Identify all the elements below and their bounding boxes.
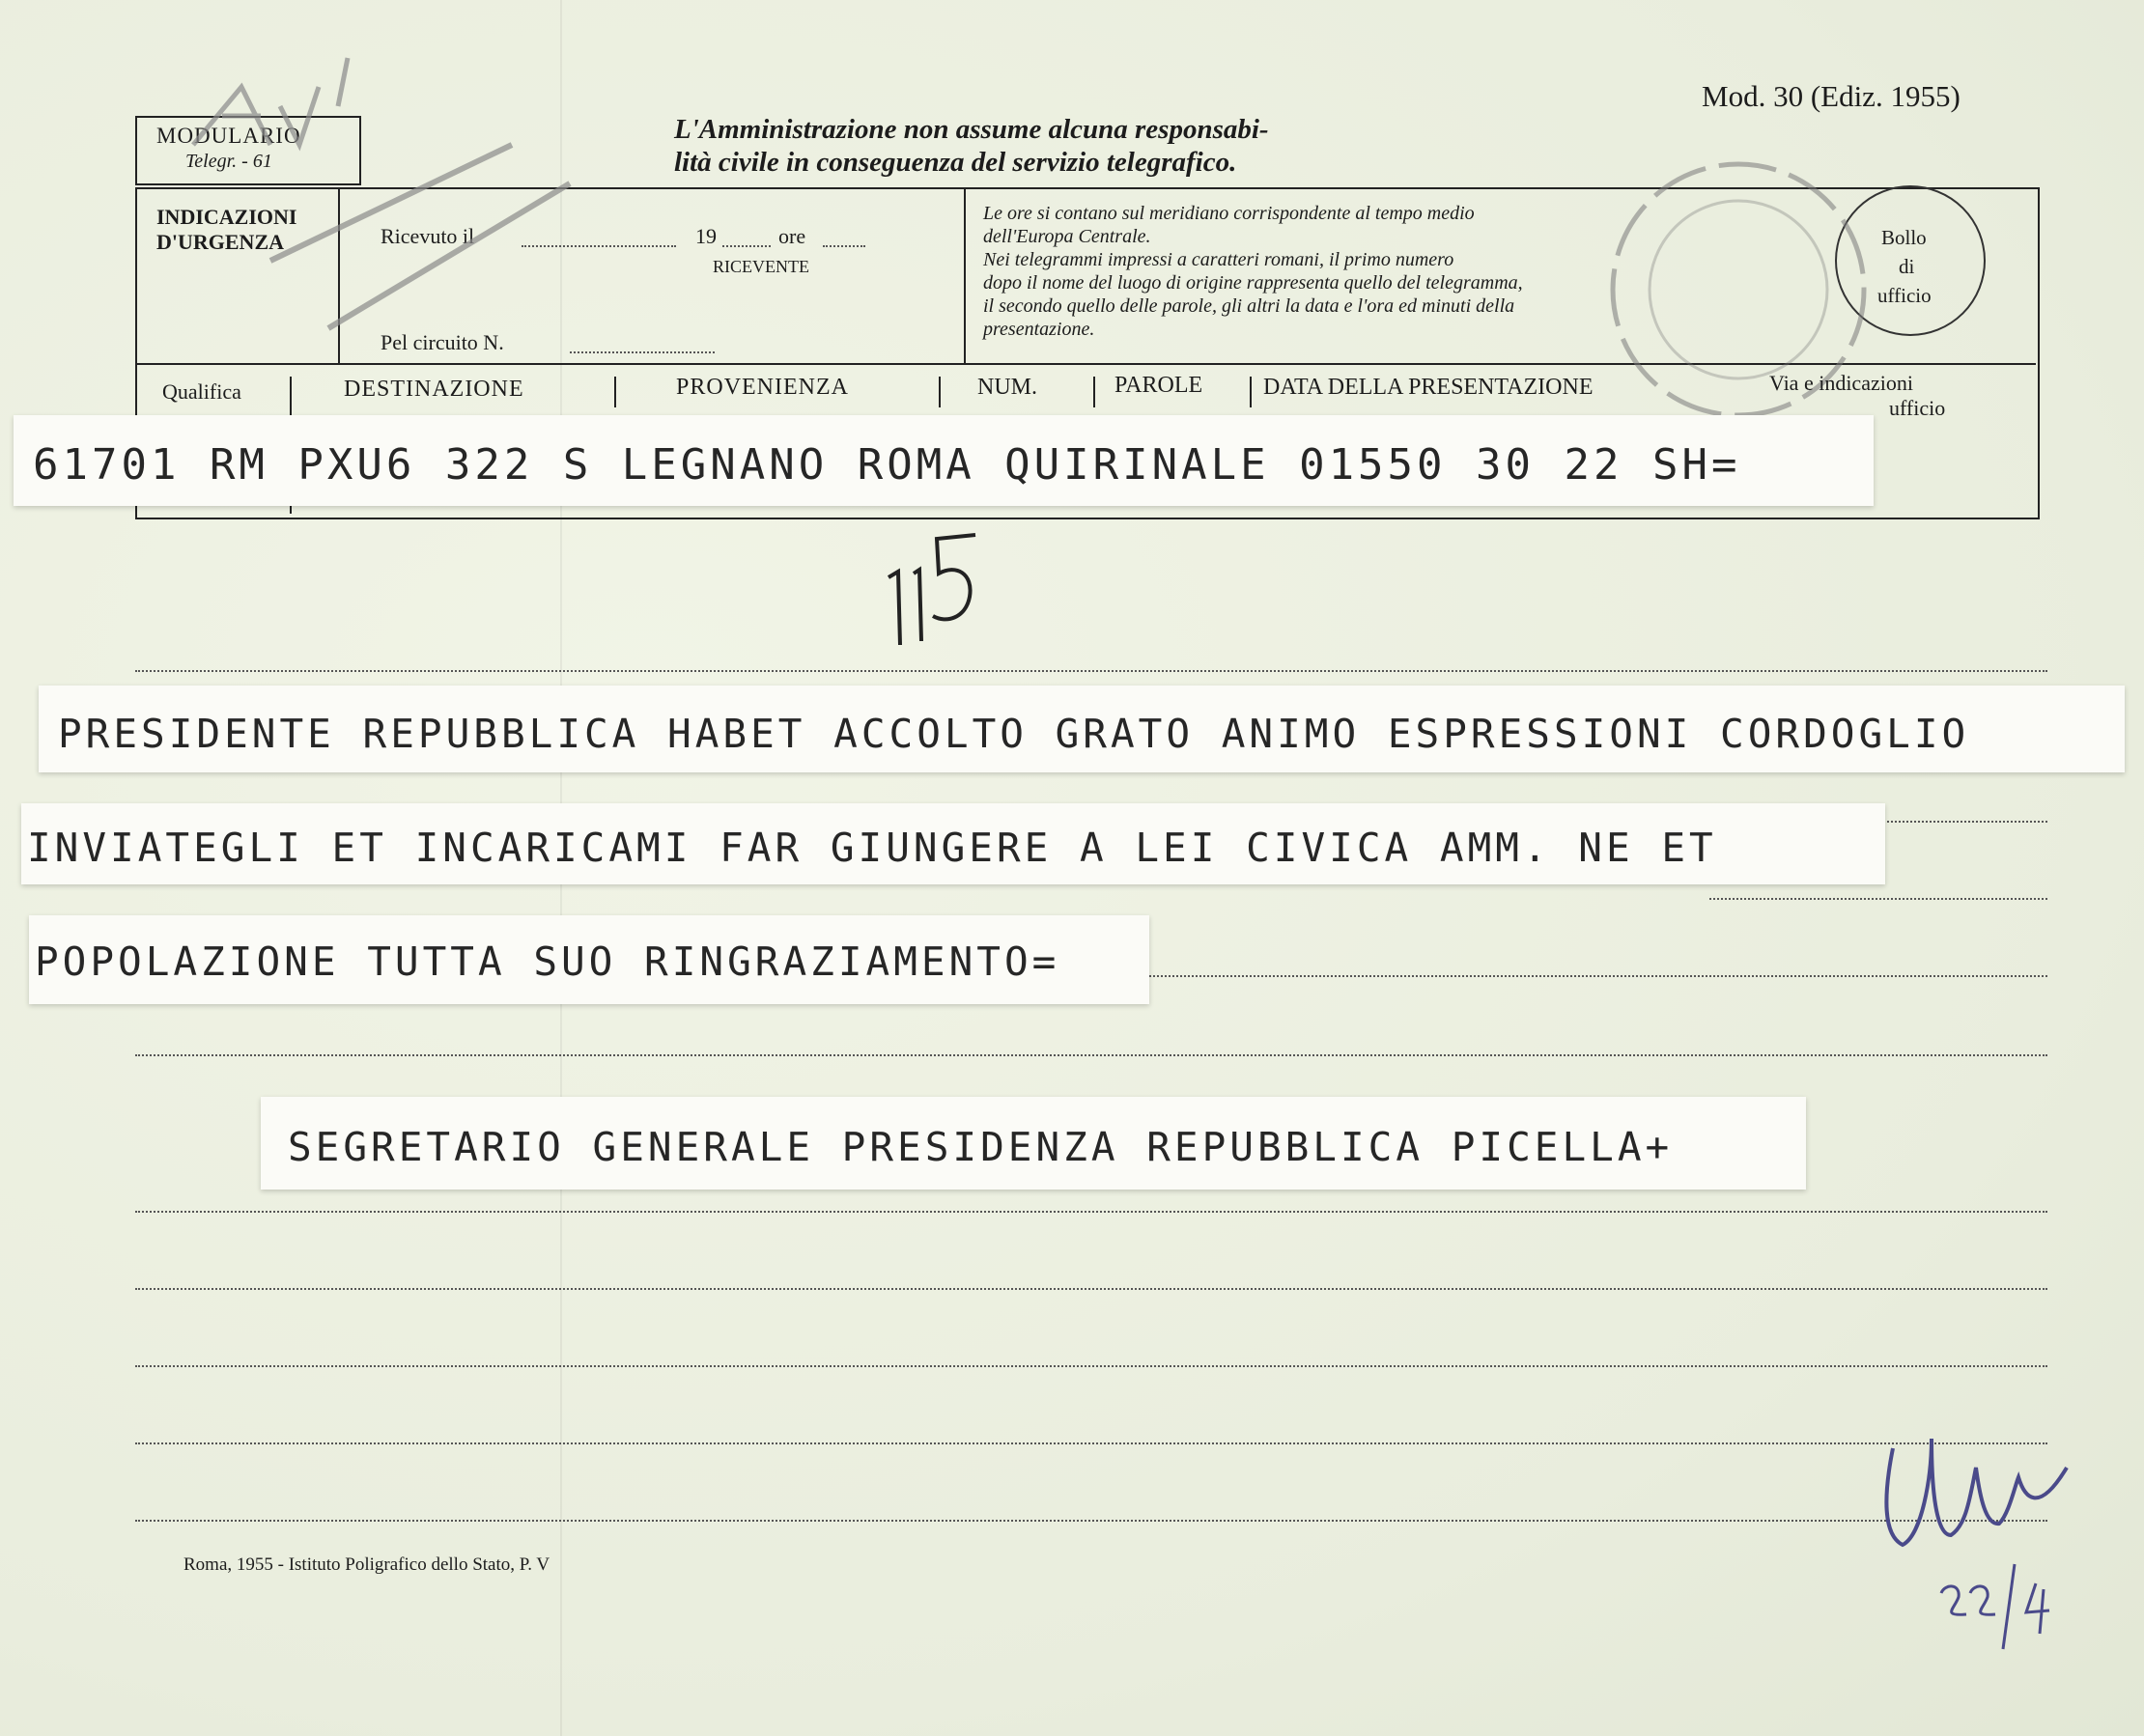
mod-label: Mod. 30 (Ediz. 1955) bbox=[1702, 79, 1961, 113]
body-line-guide-4 bbox=[1149, 975, 2047, 977]
col-destinazione: DESTINAZIONE bbox=[344, 377, 524, 402]
modulario-title: MODULARIO bbox=[156, 124, 301, 148]
col-divider-3 bbox=[939, 377, 941, 407]
col-num: NUM. bbox=[977, 375, 1038, 400]
col-parole: PAROLE bbox=[1114, 373, 1203, 398]
bollo-line-2: di bbox=[1899, 255, 1915, 278]
col-via-line-1: Via e indicazioni bbox=[1769, 371, 1913, 395]
body-line-guide-6 bbox=[135, 1211, 2047, 1213]
note-line-5: il secondo quello delle parole, gli altri la data e l'ora ed minuti della bbox=[983, 295, 1515, 317]
circuito-label: Pel circuito N. bbox=[381, 330, 504, 354]
divider-notes bbox=[964, 189, 966, 363]
body-line-guide-1 bbox=[135, 670, 2047, 672]
body-line-guide-5 bbox=[135, 1054, 2047, 1056]
note-line-3: Nei telegrammi impressi a caratteri romani, il primo numero bbox=[983, 249, 1454, 270]
disclaimer-line-1: L'Amministrazione non assume alcuna responsabi- bbox=[674, 114, 1269, 145]
pencil-mark bbox=[155, 48, 599, 348]
indicazioni-line-1: INDICAZIONI bbox=[156, 205, 297, 229]
body-line-guide-10 bbox=[135, 1520, 2047, 1522]
note-line-2: dell'Europa Centrale. bbox=[983, 226, 1151, 247]
disclaimer-line-2: lità civile in conseguenza del servizio telegrafico. bbox=[674, 147, 1237, 178]
body-text-line-1: PRESIDENTE REPUBBLICA HABET ACCOLTO GRATO ANIMO ESPRESSIONI CORDOGLIO bbox=[58, 711, 1970, 757]
bollo-line-1: Bollo bbox=[1881, 226, 1927, 249]
ore-label: ore bbox=[778, 224, 806, 248]
signature-text: SEGRETARIO GENERALE PRESIDENZA REPUBBLICA PICELLA+ bbox=[288, 1124, 1674, 1170]
body-line-guide-9 bbox=[135, 1442, 2047, 1444]
ore-dots bbox=[823, 245, 865, 247]
col-provenienza: PROVENIENZA bbox=[676, 375, 849, 400]
note-line-4: dopo il nome del luogo di origine rappresenta quello del telegramma, bbox=[983, 272, 1523, 294]
col-qualifica: Qualifica bbox=[162, 379, 241, 404]
body-line-guide-3 bbox=[1709, 898, 2047, 900]
col-divider-4 bbox=[1093, 377, 1095, 407]
note-line-1: Le ore si contano sul meridiano corrispondente al tempo medio bbox=[983, 203, 1475, 224]
year-prefix: 19 bbox=[695, 224, 717, 248]
body-line-guide-8 bbox=[135, 1365, 2047, 1367]
bollo-line-3: ufficio bbox=[1877, 284, 1932, 307]
handwritten-initials bbox=[1874, 1390, 2105, 1661]
note-line-6: presentazione. bbox=[983, 319, 1095, 340]
col-divider-5 bbox=[1250, 377, 1252, 407]
col-divider-2 bbox=[614, 377, 616, 407]
footer-imprint: Roma, 1955 - Istituto Poligrafico dello Stato, P. V bbox=[183, 1554, 550, 1575]
circuito-dots bbox=[570, 351, 715, 353]
modulario-sub: Telegr. - 61 bbox=[185, 151, 272, 172]
body-line-guide-7 bbox=[135, 1288, 2047, 1290]
year-dots bbox=[722, 245, 771, 247]
indicazioni-line-2: D'URGENZA bbox=[156, 230, 285, 254]
header-tape-text: 61701 RM PXU6 322 S LEGNANO ROMA QUIRINALE 01550 30 22 SH= bbox=[33, 440, 1741, 490]
ricevente-label: RICEVENTE bbox=[713, 257, 809, 276]
handwritten-number bbox=[869, 529, 1004, 655]
body-text-line-3: POPOLAZIONE TUTTA SUO RINGRAZIAMENTO= bbox=[35, 938, 1060, 985]
col-data: DATA DELLA PRESENTAZIONE bbox=[1263, 375, 1594, 400]
ricevuto-label: Ricevuto il bbox=[381, 224, 475, 248]
col-via-line-2: ufficio bbox=[1889, 396, 1946, 420]
body-text-line-2: INVIATEGLI ET INCARICAMI FAR GIUNGERE A LEI CIVICA AMM. NE ET bbox=[27, 825, 1717, 871]
